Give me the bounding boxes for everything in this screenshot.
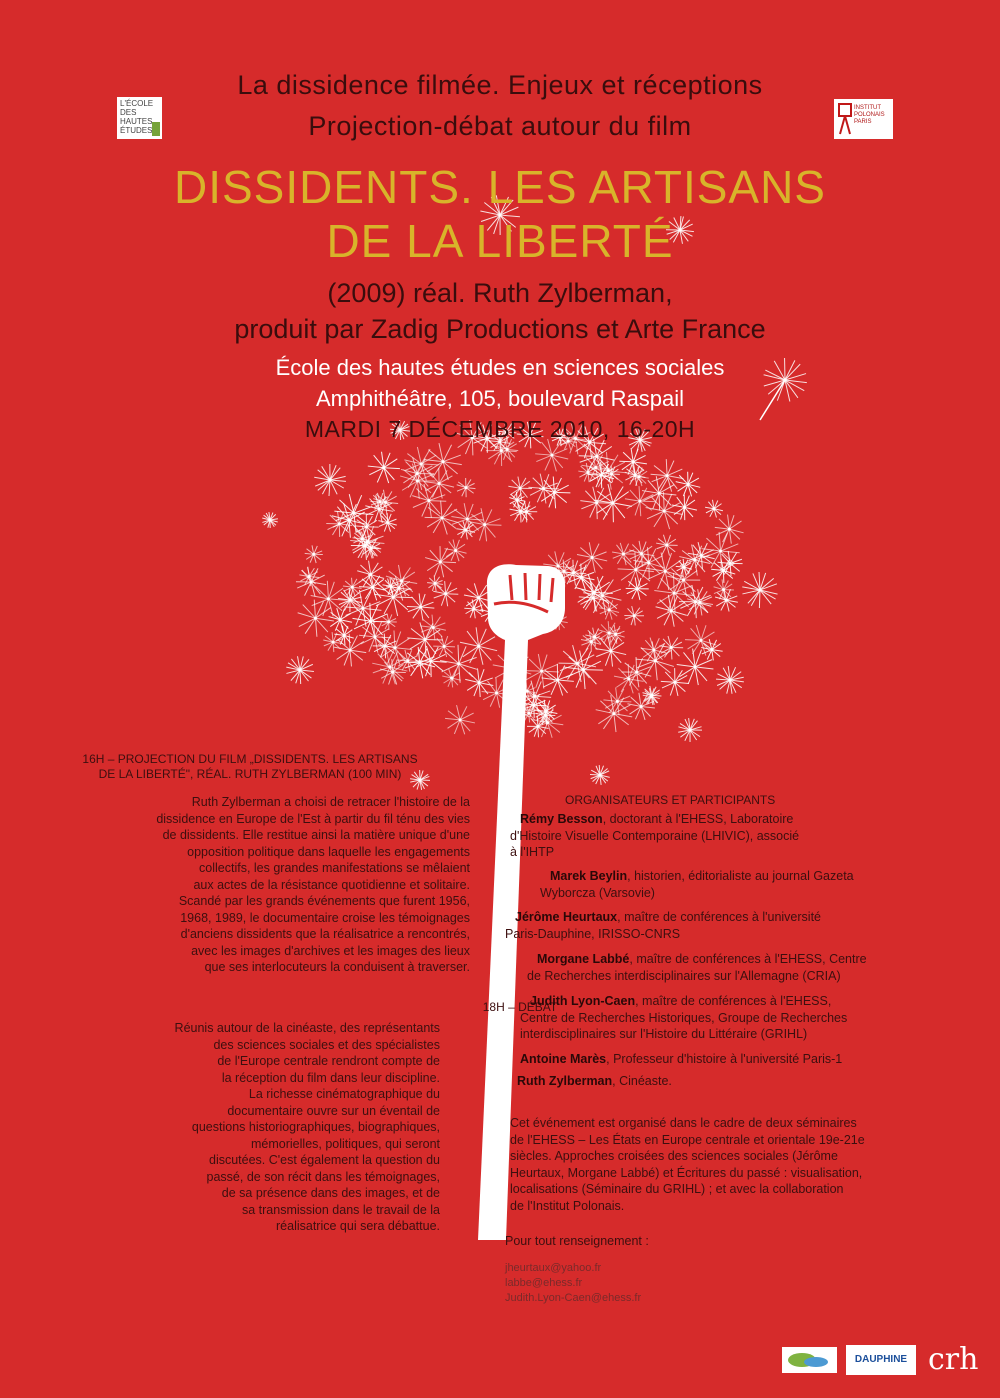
ehess-logo-line: DES [120,108,137,117]
partner-logo-green [782,1347,837,1373]
ehess-logo [117,97,162,139]
organisers-heading: ORGANISATEURS ET PARTICIPANTS [565,793,776,807]
crh-logo: crh [928,1342,979,1377]
venue-line-1: École des hautes études en sciences sociales [275,355,725,380]
debate-text-line: discutées. C'est également la question du [209,1153,440,1167]
projection-text-line: avec les images d'archives et les images des lieux [191,943,470,958]
projection-text-line: 1968, 1989, le documentaire croise les témoignages [180,910,470,925]
seminar-text-line: de l'Institut Polonais. [510,1198,625,1213]
participant-role: , Cinéaste. [612,1074,672,1088]
participant-line: Paris-Dauphine, IRISSO-CNRS [505,926,681,941]
leaf-logo-icon [782,1347,837,1373]
participant-line [517,1073,672,1090]
debate-text-line: Réunis autour de la cinéaste, des représentants [174,1021,440,1035]
participant-entry [510,811,800,861]
participant-name: Jérôme Heurtaux [515,910,618,924]
ehess-logo-line: HAUTES [120,117,153,126]
header-line-2: Projection-débat autour du film [308,111,692,141]
institut-polonais-text [854,105,885,126]
film-title-line-1: DISSIDENTS. LES ARTISANS [173,161,826,213]
participant-line: Centre de Recherches Historiques, Groupe de Recherches [520,1010,848,1025]
contact-email: Judith.Lyon-Caen@ehess.fr [505,1292,642,1304]
film-title-line-2: DE LA LIBERTÉ [326,215,674,267]
debate-text-line: documentaire ouvre sur un éventail de [227,1103,440,1118]
participant-role: , maître de conférences à l'EHESS, [635,994,832,1008]
seminar-text-line: de l'EHESS – Les États en Europe centrale et orientale 19e-21e [510,1132,865,1147]
raised-fist-icon [487,564,565,640]
participant-line [520,811,799,828]
debate-text-line: réalisatrice qui sera débattue. [276,1219,440,1233]
institut-polonais-logo [834,99,893,139]
participant-role: , maître de conférences à l'université [617,910,822,924]
seminar-text-line: Heurtaux, Morgane Labbé) et Écritures du passé : visualisation, [510,1165,863,1180]
debate-text-line: de sa présence dans des images, et de [221,1186,440,1200]
participant-role: , doctorant à l'EHESS, Laboratoire [602,812,794,826]
debate-text-line: La richesse cinématographique du [248,1087,440,1101]
projection-text-line: d'anciens dissidents que la réalisatrice a rencontrés, [180,927,470,941]
contact-email: labbe@ehess.fr [505,1277,583,1289]
participant-entry [520,1051,842,1068]
debate-description [175,1020,440,1235]
participant-line: Wyborcza (Varsovie) [540,885,655,900]
participant-line: à l'IHTP [510,845,555,859]
projection-text-line: de dissidents. Elle restitue ainsi la matière unique d'une [162,828,470,842]
participant-line: de Recherches interdisciplinaires sur l'Allemagne (CRIA) [527,968,841,983]
participant-line: interdisciplinaires sur l'Histoire du Littéraire (GRIHL) [520,1027,808,1041]
participant-name: Ruth Zylberman [517,1074,613,1088]
participant-line [530,993,847,1010]
projection-text-line: Ruth Zylberman a choisi de retracer l'histoire de la [191,795,470,809]
film-credit-line-2: produit par Zadig Productions et Arte France [234,314,766,344]
participant-name: Marek Beylin [550,869,628,883]
contact-label: Pour tout renseignement : [505,1234,649,1248]
ehess-logo-mark [152,122,160,136]
participant-line [550,868,854,885]
projection-text-line: que ses interlocuteurs la conduisent à traverser. [204,960,470,974]
participant-role: , maître de conférences à l'EHESS, Centre [629,952,867,966]
debate-text-line: la réception du film dans leur discipline. [221,1070,440,1085]
participant-line: d'Histoire Visuelle Contemporaine (LHIVIC), associé [510,828,800,843]
participant-name: Rémy Besson [520,812,603,826]
projection-heading-line-1: 16H – PROJECTION DU FILM „DISSIDENTS. LES ARTISANS [82,752,418,766]
debate-text-line: de l'Europe centrale rendront compte de [217,1054,440,1068]
participant-role: , Professeur d'histoire à l'université Paris-1 [606,1052,843,1066]
debate-text-line: passé, de son récit dans les témoignages, [206,1169,440,1184]
projection-text-line: dissidence en Europe de l'Est à partir du fil ténu des vies [156,811,470,826]
dauphine-logo-text: DAUPHINE [854,1354,908,1365]
projection-text-line: Scandé par les grands événements que furent 1956, [178,894,470,908]
ehess-logo-line: ÉTUDES [120,126,153,135]
seminar-text-line: siècles. Approches croisées des sciences sociales (Jérôme [510,1149,838,1163]
venue-line-2: Amphithéâtre, 105, boulevard Raspail [315,386,685,411]
projection-text-line: aux actes de la résistance quotidienne et solitaire. [193,877,470,892]
participant-entry [505,909,822,942]
institut-polonais-line: PARIS [854,119,872,125]
film-credit-line-1: (2009) réal. Ruth Zylberman, [327,278,673,308]
participant-line [537,951,867,968]
header-line-1: La dissidence filmée. Enjeux et réceptions [237,70,763,100]
seminar-text-line: Cet événement est organisé dans le cadre de deux séminaires [510,1116,857,1130]
participant-name: Morgane Labbé [537,952,630,966]
participant-name: Judith Lyon-Caen [530,994,636,1008]
event-date: MARDI 7 DÉCEMBRE 2010, 16-20H [304,416,696,442]
debate-heading: 18H – DÉBAT [482,1000,558,1014]
participant-entry [517,1073,672,1090]
participant-role: , historien, éditorialiste au journal Gazeta [627,869,854,883]
projection-text-line: collectifs, les grandes manifestations se mêlaient [199,861,470,875]
participant-name: Antoine Marès [520,1052,607,1066]
contact-emails [505,1261,641,1306]
projection-text-line: opposition politique dans laquelle les engagements [187,844,470,859]
seminar-description [510,1115,865,1214]
seminar-text-line: localisations (Séminaire du GRIHL) ; et avec la collaboration [510,1182,844,1196]
participant-line [520,1051,842,1068]
participant-entry [540,868,854,901]
participant-line [515,909,821,926]
participant-entry [527,951,867,984]
institut-polonais-emblem-icon [837,102,855,136]
institut-polonais-line: INSTITUT [854,105,881,111]
projection-heading-line-2: DE LA LIBERTÉ", RÉAL. RUTH ZYLBERMAN (100 MIN) [98,767,402,781]
ehess-logo-line: L'ÉCOLE [120,99,154,108]
dauphine-logo [846,1345,916,1375]
contact-email: jheurtaux@yahoo.fr [505,1262,602,1274]
debate-text-line: des sciences sociales et des spécialistes [213,1037,440,1052]
debate-text-line: questions historiographiques, biographiques, [191,1120,440,1134]
debate-text-line: sa transmission dans le travail de la [241,1202,440,1217]
debate-text-line: mémorielles, politiques, qui seront [251,1136,440,1151]
institut-polonais-line: POLONAIS [854,112,885,118]
projection-description [156,794,470,976]
